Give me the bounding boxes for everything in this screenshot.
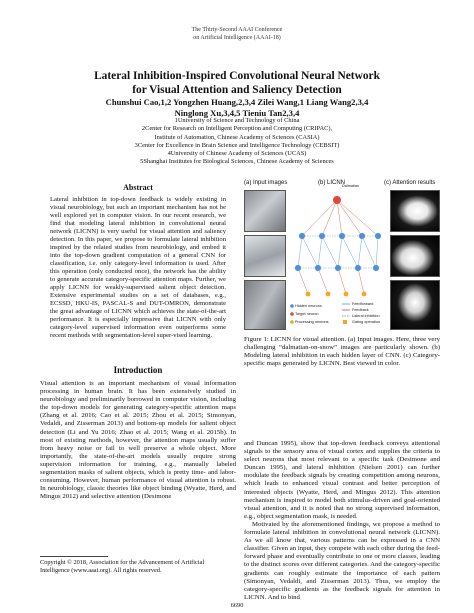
affiliation-3: 3Center for Excellence in Brain Science and Intelligence Technology (CEBSIT) (134, 141, 340, 149)
authors-line-2: Ninglong Xu,3,4,5 Tieniu Tan2,3,4 (174, 108, 300, 118)
input-image-2 (244, 235, 286, 277)
introduction-heading: Introduction (113, 365, 163, 375)
affiliation-1: 1University of Science and Technology of China (174, 117, 300, 124)
figure-1-caption: Figure 1: LICNN for visual attention. (a) Input images. Here, three very challenging “dalmatian-on-snow” images are particularly shown. (b) Modeling lateral inhibition in each hidden layer of CNN. (c) Category-specific maps generated by LICNN. Best viewed in color. (244, 336, 440, 368)
licnn-diagram (288, 188, 386, 330)
target-neuron (333, 196, 341, 204)
legend-target-neuron: Target neuron (295, 311, 319, 316)
conference-header (0, 26, 474, 42)
attention-result-2 (390, 235, 440, 277)
page-number: 6690 (230, 602, 244, 609)
attention-result-1 (390, 190, 440, 232)
right-paragraph-1: and Duncan 1995), show that top-down feedback conveys attentional signals to the sensory area of visual cortex and supplies the criteria to select neurons that most relevant to a specific task (Desimone and Duncan 1995), and lateral inhibition (Nielsen 2001) can further modulate the feedback signals by creating competition among neurons, which leads to enhanced visual contrast and better perception of interested objects (Wyatte, Herd, and Mingus 2012). This attention mechanism is inspired to model both stimulus-driven and goal-oriented visual attention, and it is noted that no strong supervised information, e.g., object segmentation mask, is needed. (244, 440, 440, 520)
legend-feedback: Feedback (352, 307, 369, 312)
diagram-node-label: Dalmatian (342, 184, 360, 188)
footnote-rule (40, 556, 108, 557)
introduction-body (40, 380, 236, 501)
right-paragraph-2: Motivated by the aforementioned findings, we propose a method to formulate lateral inhibition in convolutional neural network (LICNN). As we all know that, various patterns can be expressed in a CNN classifier. Given an input, they compete with each other during the feed-forward phase and eventually contribute to one or more classes, leading to the distinct scores over different categories. And the category-specific gradients can roughly estimate the importance of each pattern (Simonyan, Vedaldi, and Zisserman 2013). Thus, we employ the category-specific gradients as the feedback signals for attention in LICNN. And to bind (244, 520, 440, 601)
attention-result-3 (390, 280, 440, 330)
affiliations (0, 117, 474, 167)
abstract-body: Lateral inhibition in top-down feedback is widely existing in visual neurobiology, but such an important mechanism has not be well explored yet in computer vision. In our recent research, we find that modeling lateral inhibition in convolutional neural network (LICNN) is very useful for visual attention and saliency detection. In this paper, we propose to formulate lateral inhibition inspired by the related studies from neurobiology, and embed it into the top-down gradient computation of a general CNN for classification, i.e. only category-level information is used. After this operation (only conducted once), the network has the ability to generate accurate category-specific attention maps. Further, we apply LICNN for weakly-supervised salient object detection. Extensive experimental studies on a set of databases, e.g., ECSSD, HKU-IS, PASCAL-S and DUT-OMRON, demonstrate the great advantage of LICNN which achieves the state-of-the-art performance. It is especially impressive that LICNN with only category-level supervised information even outperforms some recent methods with segmentation-level super-vised learning. (50, 196, 226, 339)
legend-processing-neurons: Processing neurons (295, 319, 329, 324)
right-column-body (244, 440, 440, 602)
author-list (0, 97, 474, 119)
affiliation-2: 2Center for Research on Intelligent Perception and Computing (CRIPAC), (141, 125, 333, 133)
affiliation-2b: Institute of Automation, Chinese Academy of Sciences (CASIA) (154, 133, 320, 141)
legend-lateral-inhibition: Lateral inhibition (352, 313, 380, 318)
input-image-1 (244, 190, 286, 232)
introduction-paragraph: Visual attention is an important mechanism of visual information processing in human brain. It has been extensively studied in neurobiology and preliminarily borrowed in computer vision, including the top-down models for generating category-specific attention maps (Zhang et al. 2016; Cao et al. 2015; Zhou et al. 2015; Simonyan, Vedaldi, and Zisserman 2013) and bottom-up models for salient object detection (Li and Yu 2016; Zhao et al. 2015; Wang et al. 2015b). In most of existing methods, however, the attention maps usually suffer from heavy noise or fail to well preserve a whole object. More importantly, the state-of-the-art models usually require strong supervision information for training, e.g., manually labeled segmentation masks of salient objects, which is pretty time- and labor-consuming. However, human performance of visual attention is robust. In neurobiology, classic theories like object binding (Wyatte, Herd, and Mingus 2012) and selective attention (Desimone (40, 380, 236, 501)
paper-title (0, 69, 474, 97)
affiliation-4: 4University of Chinese Academy of Sciences (UCAS) (167, 150, 307, 158)
copyright-notice (40, 559, 236, 575)
figure-label-c: (c) Attention results (384, 180, 436, 186)
legend-gating-operation: Gating operation (352, 319, 381, 324)
authors-line-1: Chunshui Cao,1,2 Yongzhen Huang,2,3,4 Zilei Wang,1 Liang Wang2,3,4 (105, 97, 369, 107)
abstract-heading: Abstract (123, 183, 153, 192)
figure-1 (244, 180, 440, 332)
conference-line-1: The Thirty-Second AAAI Conference (191, 27, 283, 33)
title-line-1: Lateral Inhibition-Inspired Convolutional Neural Network (94, 70, 380, 82)
diagram-background (288, 188, 386, 330)
title-line-2: for Visual Attention and Saliency Detection (132, 84, 342, 96)
affiliation-5: 5Shanghai Institutes for Biological Sciences, Chinese Academy of Sciences (140, 158, 334, 166)
legend-feedforward: Feedforward (352, 301, 374, 306)
legend-hidden-neurons: Hidden neurons (295, 303, 322, 308)
copyright-line-1: Copyright © 2018, Association for the Advancement of Artificial (40, 559, 205, 566)
figure-label-a: (a) Input images (244, 180, 288, 186)
figure-label-b: (b) LICNN (318, 180, 346, 186)
copyright-line-2: Intelligence (www.aaai.org). All rights reserved. (40, 567, 162, 574)
conference-line-2: on Artificial Intelligence (AAAI-18) (193, 35, 281, 41)
input-image-3 (244, 280, 286, 330)
